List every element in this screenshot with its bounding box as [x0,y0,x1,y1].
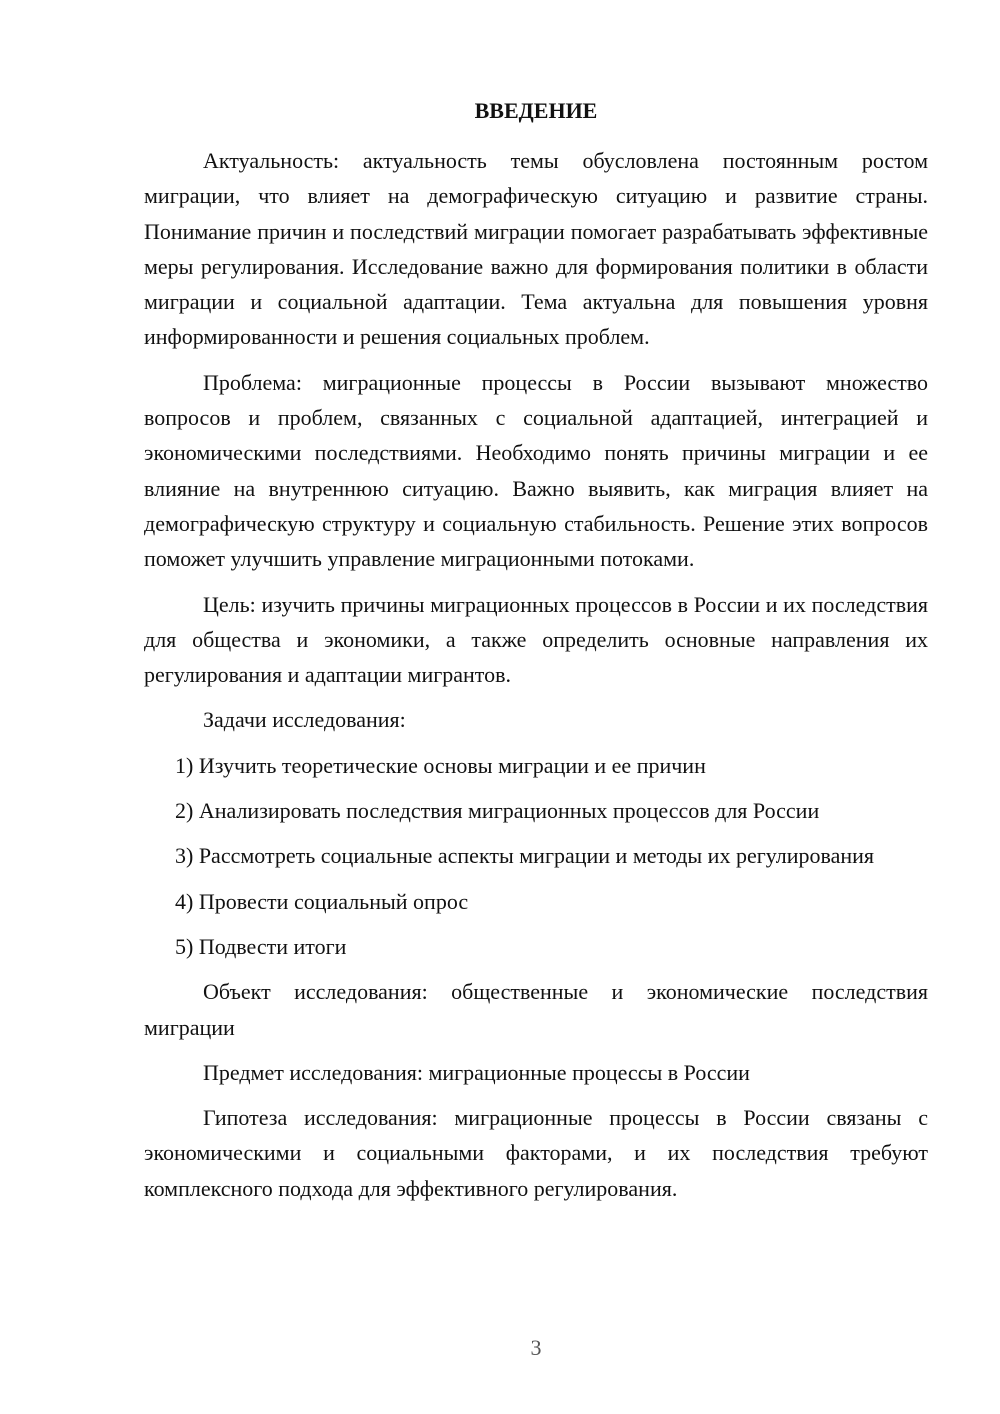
paragraph-object: Объект исследования: общественные и экономические последствия миграции [144,979,928,1040]
paragraph-goal: Цель: изучить причины миграционных процессов в России и их последствия для общества и экономики, а также определить основные направления их регулирования и адаптации мигрантов. [144,591,928,688]
task-item-2: 2) Анализировать последствия миграционных процессов для России [175,798,820,824]
paragraph-problem: Проблема: миграционные процессы в России вызывают множество вопросов и проблем, связанных с социальной адаптацией, интеграцией и экономическими последствиями. Необходимо понять причины миграции и ее влияние на внутреннюю ситуацию. Важно выявить, как миграция влияет на демографическую структуру и социальную стабильность. Решение этих вопросов поможет улучшить управление миграционными потоками. [144,369,928,572]
task-item-5: 5) Подвести итоги [175,933,347,959]
task-item-4: 4) Провести социальный опрос [175,888,469,914]
section-title: ВВЕДЕНИЕ [474,98,598,123]
page-number: 3 [530,1335,542,1360]
paragraph-hypothesis: Гипотеза исследования: миграционные процессы в России связаны с экономическими и социальными факторами, и их последствия требуют комплексного подхода для эффективного регулирования. [144,1105,928,1201]
task-item-1: 1) Изучить теоретические основы миграции и ее причин [175,752,706,778]
task-item-3: 3) Рассмотреть социальные аспекты миграции и методы их регулирования [175,843,875,869]
paragraph-tasks-heading: Задачи исследования: [203,707,406,733]
document-body [144,143,928,1216]
paragraph-relevance: Актуальность: актуальность темы обусловлена постоянным ростом миграции, что влияет на демографическую ситуацию и развитие страны. Понимание причин и последствий миграции помогает разрабатывать эффективные меры регулирования. Исследование важно для формирования политики в области миграции и социальной адаптации. Тема актуальна для повышения уровня информированности и решения социальных проблем. [144,148,928,350]
paragraph-subject: Предмет исследования: миграционные процессы в России [203,1059,750,1085]
